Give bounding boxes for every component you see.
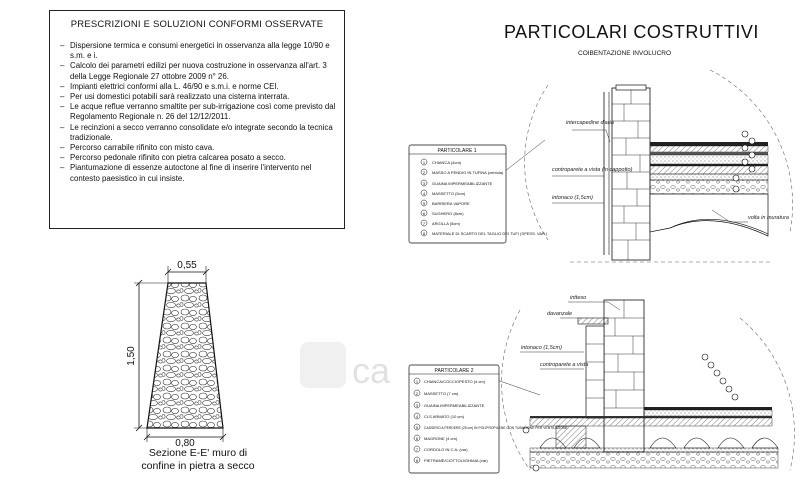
dim-top-label: 0,55 [177, 260, 197, 271]
legend-2-item: CHIANCA/COCCIOPESTO (4 cm) [424, 379, 486, 384]
drawing-subtitle: COIBENTAZIONE INVOLUCRO [578, 50, 672, 57]
gravel-layer [530, 452, 778, 468]
notes-item: – Piantumazione di essenze autoctone al fine di inserire l'intervento nel contesto paesistico in cui insiste. [58, 163, 340, 183]
label-controparete-2: controparete a vista [540, 362, 589, 368]
svg-text:7: 7 [415, 447, 419, 452]
notes-title: PRESCRIZIONI E SOLUZIONI CONFORMI OSSERVATE [70, 19, 324, 30]
svg-text:1: 1 [415, 379, 419, 384]
notes-item: – Le acque reflue verranno smaltite per sub-irrigazione così come previsto dal Regolamento Regionale n. 26 del 12/12/2011. [58, 102, 340, 122]
svg-text:5: 5 [422, 201, 426, 206]
legend-1-item: MASSO A PENDIO IN TUFINA (ventola) [432, 170, 504, 175]
label-davanzale: davanzale [547, 311, 573, 317]
wall-caption-line-1: Sezione E-E' muro di [148, 447, 248, 459]
svg-text:8: 8 [422, 231, 426, 236]
legend-2-item: CLS ARMATO (10 cm) [424, 414, 465, 419]
notes-item: – Per usi domestici potabili sarà realizzato una cisterna interrata. [58, 92, 340, 102]
concrete-slab [530, 418, 772, 426]
drawing-title: PARTICOLARI COSTRUTTIVI [504, 22, 759, 42]
legend-1-item: MATERIALE DI SCARTO DEL TAGLIO DEI TUFI (SPESS. VAR.) [432, 231, 548, 236]
legend-particolare-1 [409, 145, 548, 243]
label-volta: volta in muratura [748, 215, 789, 221]
svg-text:4: 4 [415, 414, 419, 419]
notes-item: – Le recinzioni a secco verranno consolidate e/o integrate secondo la tecnica tradizionale. [58, 123, 340, 143]
svg-text:6: 6 [422, 211, 426, 216]
svg-text:7: 7 [422, 221, 426, 226]
legend-2-item: CORDOLO IN C.A. (var) [424, 447, 468, 452]
watermark [300, 342, 391, 391]
wall-profile [147, 283, 223, 428]
watermark-text: ca [352, 350, 391, 391]
tuff-wall [612, 88, 650, 260]
legend-1-item: MASSETTO (5cm) [432, 191, 466, 196]
notes-item: – Impianti elettrici conformi alla L. 46/90 e s.m.i. e norme CEI. [58, 82, 340, 92]
detail-2-drawing [497, 295, 794, 471]
window-sill [578, 318, 608, 324]
legend-1-title: PARTICOLARE 1 [437, 148, 477, 154]
label-intteso: intteso [570, 295, 587, 301]
svg-text:3: 3 [415, 403, 419, 408]
wall-caption [128, 447, 268, 473]
legend-2-item: GUAINA IMPERMEABILIZZANTE [424, 403, 485, 408]
svg-text:8: 8 [415, 458, 419, 463]
notes-item: – Percorso carrabile rifinito con misto cava. [58, 143, 340, 153]
svg-text:5: 5 [415, 425, 419, 430]
dry-stone-wall-section [126, 260, 226, 449]
label-controparete: controparete a vista (in cappotto) [552, 167, 633, 173]
legend-2-item: MASSETTO (7 cm) [424, 391, 459, 396]
legend-1-item: GUAINA IMPERMEABILIZZANTE [432, 181, 493, 186]
legend-1-item: BARRIERA VAPORE [432, 201, 470, 206]
notes-item: – Calcolo dei parametri edilizi per nuova costruzione in osservanza all'art. 3 della Legge Regionale 27 ottobre 2009 n° 26. [58, 61, 340, 81]
legend-2-item: CASSERO A PERDERE (25 cm) IN POLIPROPILENE CON TUBAZIONE PER VENTILAZIONE [424, 426, 568, 430]
dim-height-label: 1,50 [126, 346, 137, 366]
notes-item: – Dispersione termica e consumi energetici in osservanza alla legge 10/90 e s.m. e i. [58, 41, 340, 61]
legend-2-title: PARTICOLARE 2 [434, 368, 474, 374]
svg-text:2: 2 [415, 391, 419, 396]
wall-section-2 [604, 300, 644, 452]
legend-1-item: CHIANCA (4cm) [432, 160, 462, 165]
svg-text:3: 3 [422, 181, 426, 186]
svg-text:1: 1 [422, 160, 426, 165]
legend-2-item: MAGRONE (4 cm) [424, 436, 458, 441]
notes-item: – Percorso pedonale rifinito con pietra calcarea posato a secco. [58, 153, 340, 163]
label-intonaco-2: intonaco (1,5cm) [521, 345, 562, 351]
legend-1-item: SUGHERO (8cm) [432, 211, 464, 216]
wall-caption-line-2: confine in pietra a secco [141, 460, 255, 472]
legend-1-item: ARGILLA (5cm) [432, 221, 461, 226]
label-intercapedine: intercapedine d'aria [566, 120, 614, 126]
dim-bottom-label: 0,80 [175, 438, 195, 449]
label-intonaco: intonaco (1,5cm) [552, 195, 593, 201]
svg-text:6: 6 [415, 436, 419, 441]
svg-text:4: 4 [422, 191, 426, 196]
svg-text:2: 2 [422, 170, 426, 175]
legend-2-item: PIETRAME/CIOTTOLI/GHIAIA (var) [424, 458, 488, 463]
